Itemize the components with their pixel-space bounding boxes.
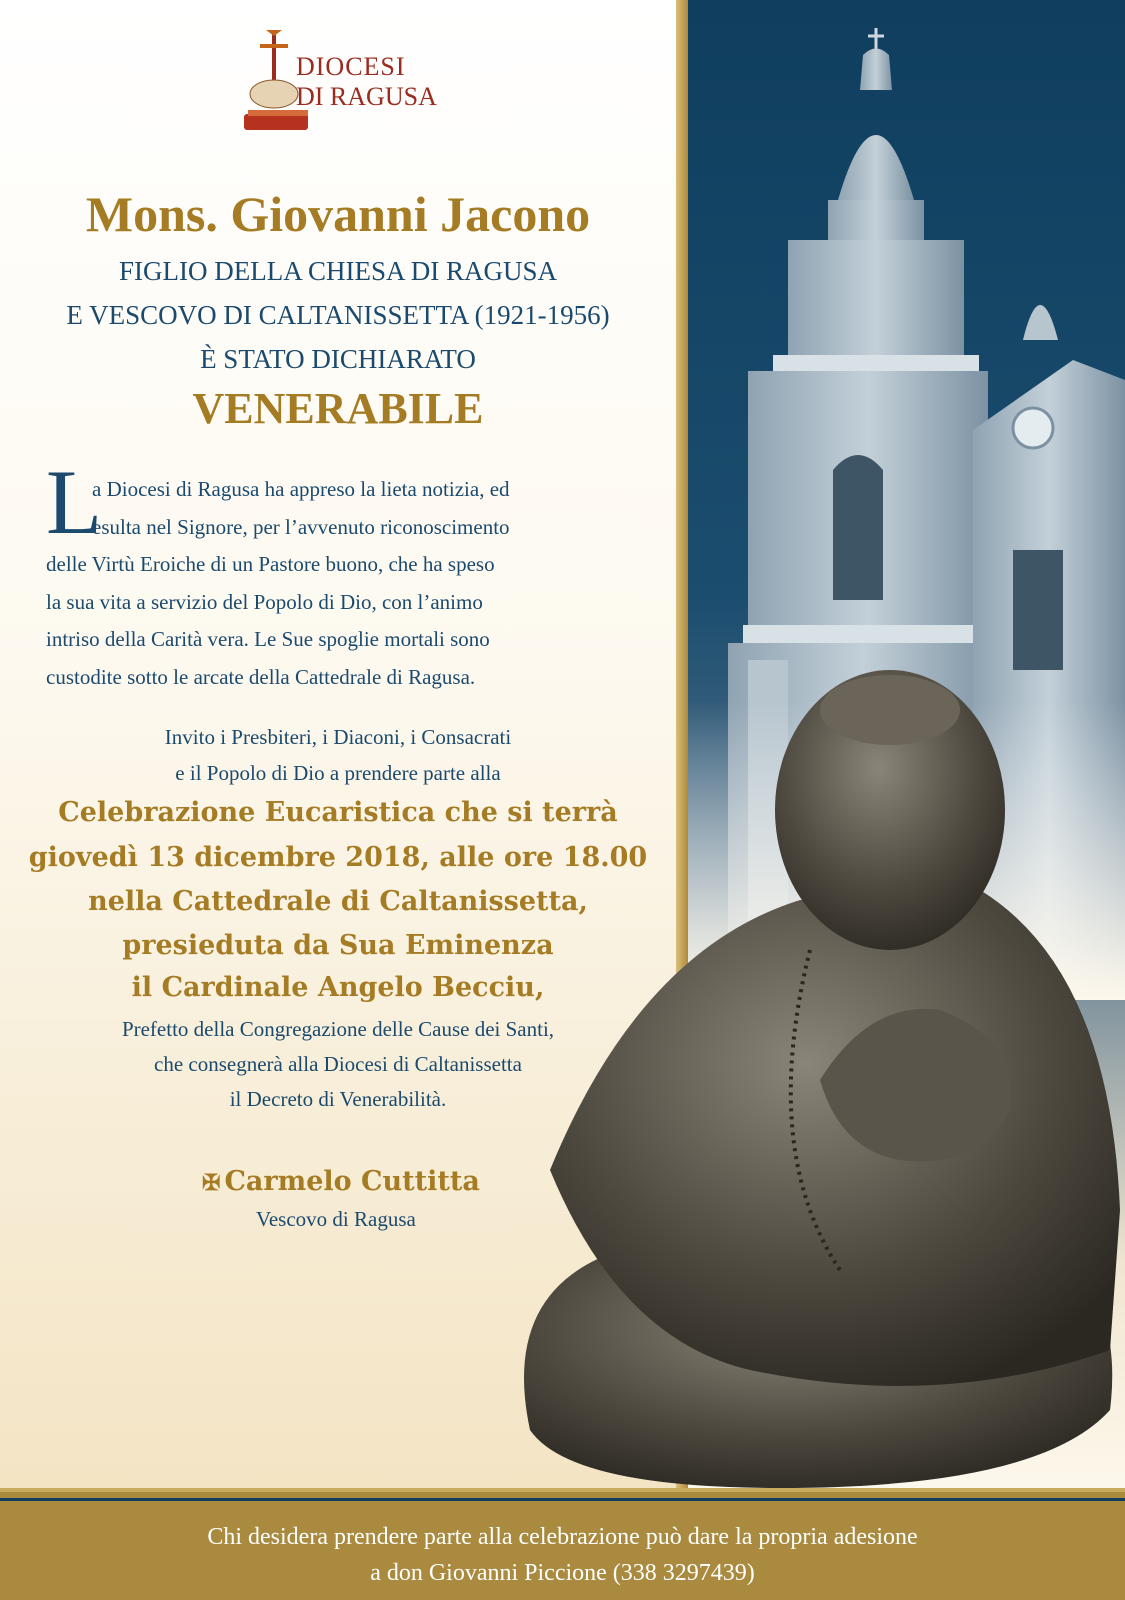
page-title: Mons. Giovanni Jacono — [85, 186, 591, 242]
signature-name — [202, 1166, 480, 1197]
paragraph-line: a Diocesi di Ragusa ha appreso la lieta notizia, ed — [92, 477, 510, 501]
logo-diocesi-text: DIOCESI — [296, 52, 406, 81]
detail-line: che consegnerà alla Diocesi di Caltanissetta — [154, 1052, 522, 1076]
venerabile-heading: VENERABILE — [192, 384, 484, 433]
paragraph-line: custodite sotto le arcate della Cattedrale di Ragusa. — [46, 664, 476, 689]
detail-line: il Decreto di Venerabilità. — [229, 1087, 447, 1111]
footer-contact-line: a don Giovanni Piccione (338 3297439) — [370, 1560, 755, 1586]
paragraph-line: delle Virtù Eroiche di un Pastore buono, che ha speso — [46, 552, 495, 576]
event-location-line: nella Cattedrale di Caltanissetta, — [88, 886, 588, 917]
footer-line-1: Chi desidera prendere parte alla celebrazione può dare la propria adesione — [207, 1524, 918, 1550]
logo-ragusa-text: DI RAGUSA — [296, 82, 437, 111]
detail-line: Prefetto della Congregazione delle Cause dei Santi, — [121, 1017, 555, 1041]
footer-separator — [0, 1498, 1125, 1501]
subtitle-line-1: FIGLIO DELLA CHIESA DI RAGUSA — [119, 256, 557, 286]
subtitle-line-2: E VESCOVO DI CALTANISSETTA (1921-1956) — [66, 300, 610, 330]
signature-role: Vescovo di Ragusa — [256, 1207, 416, 1231]
footer-top-border — [0, 1488, 1125, 1492]
paragraph-line: intriso della Carità vera. Le Sue spoglie mortali sono — [46, 627, 490, 651]
paragraph-line: la sua vita a servizio del Popolo di Dio, con l’animo — [46, 589, 483, 614]
subtitle-line-3: È STATO DICHIARATO — [200, 344, 476, 374]
event-date-line: giovedì 13 dicembre 2018, alle ore 18.00 — [28, 842, 648, 873]
maltese-cross-icon: ✠ — [202, 1170, 221, 1196]
paragraph-line: esulta nel Signore, per l’avvenuto riconoscimento — [92, 514, 510, 539]
dropcap-letter: L — [46, 451, 103, 553]
announcement-paragraph — [46, 471, 648, 696]
invitation-line-1: Invito i Presbiteri, i Diaconi, i Consacrati — [164, 725, 512, 749]
footer-band — [0, 1488, 1125, 1600]
invitation-line-2: e il Popolo di Dio a prendere parte alla — [175, 761, 501, 785]
signature-name-text: Carmelo Cuttitta — [224, 1166, 480, 1197]
event-line: Celebrazione Eucaristica che si terrà — [58, 797, 618, 828]
event-presider-line: presieduta da Sua Eminenza — [122, 930, 554, 961]
event-cardinal-line: il Cardinale Angelo Becciu, — [131, 972, 545, 1003]
